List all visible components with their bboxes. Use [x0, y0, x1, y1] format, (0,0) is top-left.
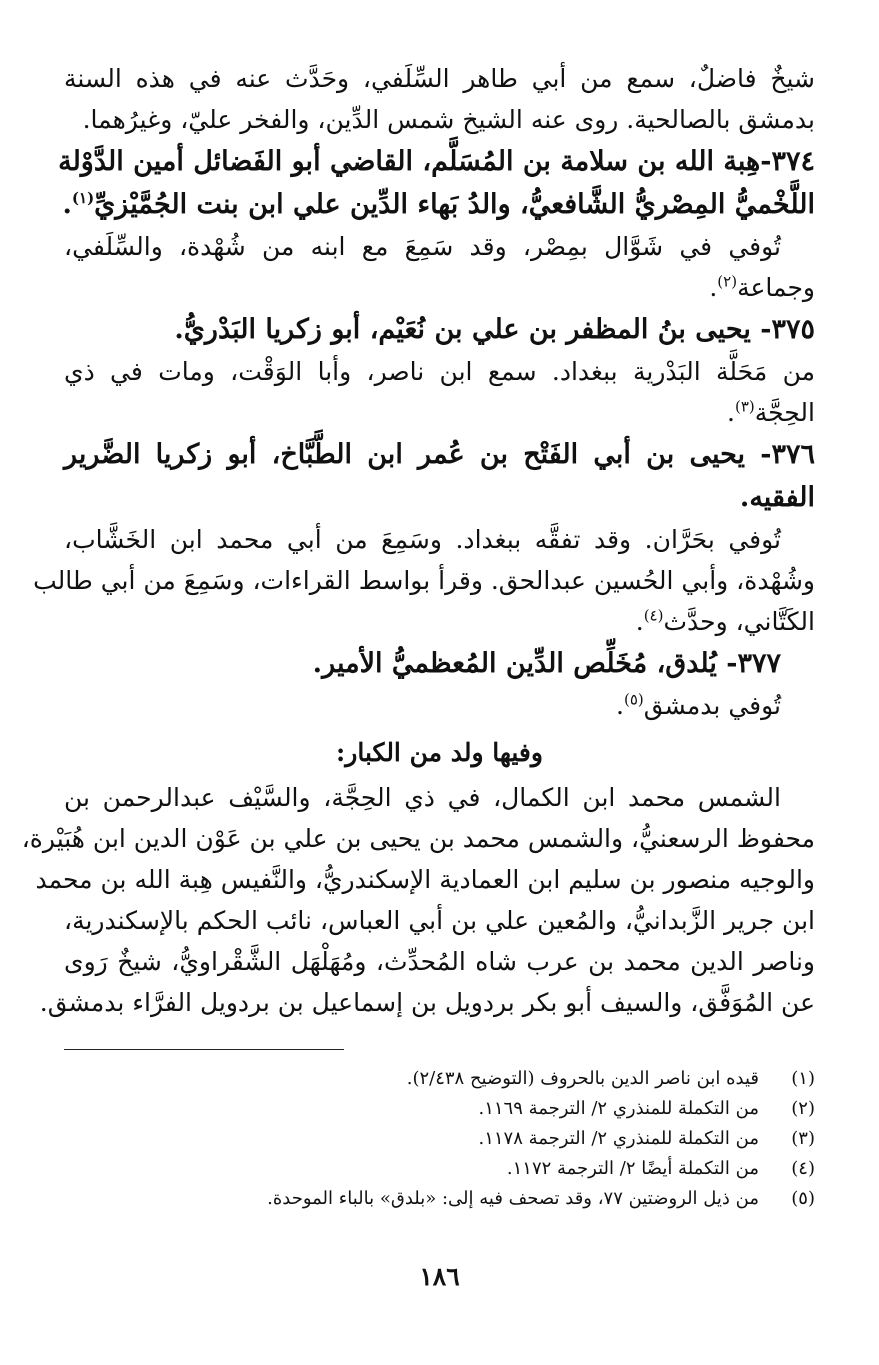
entry-heading-line: اللَّخْميُّ المِصْريُّ الشَّافعيُّ، والدُ بَهاء الدِّين علي ابن بنت الجُمَّيْزيِّ$^{(١)}$. [62, 189, 815, 220]
footnote [64, 1184, 815, 1214]
births-line: عن المُوَفَّق، والسيف أبو بكر بردويل بن إسماعيل بن بردويل الفرَّاء بدمشق. [39, 988, 815, 1017]
entry-heading-line: ٣٧٦- يحيى بن أبي الفَتْح بن عُمر ابن الطَّبَّاخ، أبو زكريا الضَّرير [64, 439, 815, 470]
births-line: محفوظ الرسعنيُّ، والشمس محمد بن يحيى بن علي بن عَوْن الدين ابن هُبَيْرة، [21, 824, 815, 853]
footnote-text: من التكملة للمنذري ٢/ الترجمة ١١٧٨. [478, 1128, 759, 1149]
footnote-text: من التكملة للمنذري ٢/ الترجمة ١١٦٩. [478, 1098, 759, 1119]
entry-body-line: تُوفي بحَرَّان. وقد تفقَّه ببغداد. وسَمِعَ من أبي محمد ابن الخَشَّاب، [64, 525, 781, 554]
entry-376 [33, 433, 815, 642]
footnote-text: من ذيل الروضتين ٧٧، وقد تصحف فيه إلى: «بلدق» بالباء الموحدة. [267, 1188, 759, 1209]
footnote [64, 1064, 815, 1094]
entry-body-line: الحِجَّة$^{(٣)}$. [727, 397, 815, 427]
entry-body-line: وجماعة$^{(٢)}$. [709, 272, 815, 302]
body-line: شيخٌ فاضلٌ، سمع من أبي طاهر السِّلَفي، وحَدَّث عنه في هذه السنة [64, 64, 815, 93]
footnote [64, 1154, 815, 1184]
entry-375 [64, 308, 815, 433]
footnotes [64, 1064, 815, 1214]
entry-body-line: وشُهْدة، وأبي الحُسين عبدالحق. وقرأ بواسط القراءات، وسَمِعَ من أبي طالب [33, 566, 815, 595]
footnote-text: من التكملة أيضًا ٢/ الترجمة ١١٧٢. [506, 1158, 759, 1179]
entry-body-line: تُوفي في شَوَّال بمِصْر، وقد سَمِعَ مع ابنه من شُهْدة، والسِّلَفي، [64, 232, 781, 261]
entry-374 [58, 140, 815, 308]
footnote-number: (٣) [791, 1128, 815, 1149]
footnote [64, 1094, 815, 1124]
births-title: وفيها ولد من الكبار: [336, 738, 543, 767]
page-number: ١٨٦ [419, 1262, 460, 1291]
entry-body-line: الكَتَّاني، وحدَّث$^{(٤)}$. [635, 606, 815, 636]
entry-heading-line: ٣٧٧- يُلدق، مُخَلِّص الدِّين المُعظميُّ الأمير. [312, 648, 781, 679]
births-line: الشمس محمد ابن الكمال، في ذي الحِجَّة، والسَّيْف عبدالرحمن بن [64, 783, 781, 812]
footnote-marker: (٤) [643, 606, 664, 625]
entry-377 [64, 642, 815, 726]
footnote-number: (٢) [791, 1098, 815, 1119]
footnote-marker: (٥) [623, 690, 644, 709]
entry-body-line: من مَحَلَّة البَدْرية ببغداد. سمع ابن ناصر، وأبا الوَقْت، ومات في ذي [64, 357, 815, 386]
entry-heading-line: الفقيه. [739, 482, 815, 513]
births-line: وناصر الدين محمد بن عرب شاه المُحدِّث، ومُهَلْهَل الشَّقْراويُّ، شيخٌ رَوى [64, 947, 815, 976]
footnote-marker: (١) [71, 189, 95, 207]
footnote-number: (١) [791, 1068, 815, 1089]
entry-heading-line: ٣٧٤-هِبة الله بن سلامة بن المُسَلَّم، القاضي أبو الفَضائل أمين الدَّوْلة [58, 146, 815, 177]
births-paragraph [21, 777, 815, 1023]
births-line: ابن جرير الزَّبدانيُّ، والمُعين علي بن أبي العباس، نائب الحكم بالإسكندرية، [64, 906, 815, 935]
footnote-marker: (٣) [734, 397, 755, 416]
footnote-number: (٥) [791, 1188, 815, 1209]
footnote [64, 1124, 815, 1154]
entry-body-line: تُوفي بدمشق$^{(٥)}$. [616, 690, 781, 720]
footnote-divider [64, 1049, 344, 1050]
body-line: بدمشق بالصالحية. روى عنه الشيخ شمس الدِّين، والفخر عليّ، وغيرُهما. [82, 105, 815, 134]
footnote-marker: (٢) [717, 272, 738, 291]
footnote-text: قيده ابن ناصر الدين بالحروف (التوضيح ٢/٤٣٨). [406, 1068, 759, 1089]
births-line: والوجيه منصور بن سليم ابن العمادية الإسكندريُّ، والنَّفيس هِبة الله بن محمد [35, 865, 815, 894]
footnote-number: (٤) [791, 1158, 815, 1179]
entry-heading-line: ٣٧٥- يحيى بنُ المظفر بن علي بن نُعَيْم، أبو زكريا البَدْريُّ. [174, 314, 815, 345]
